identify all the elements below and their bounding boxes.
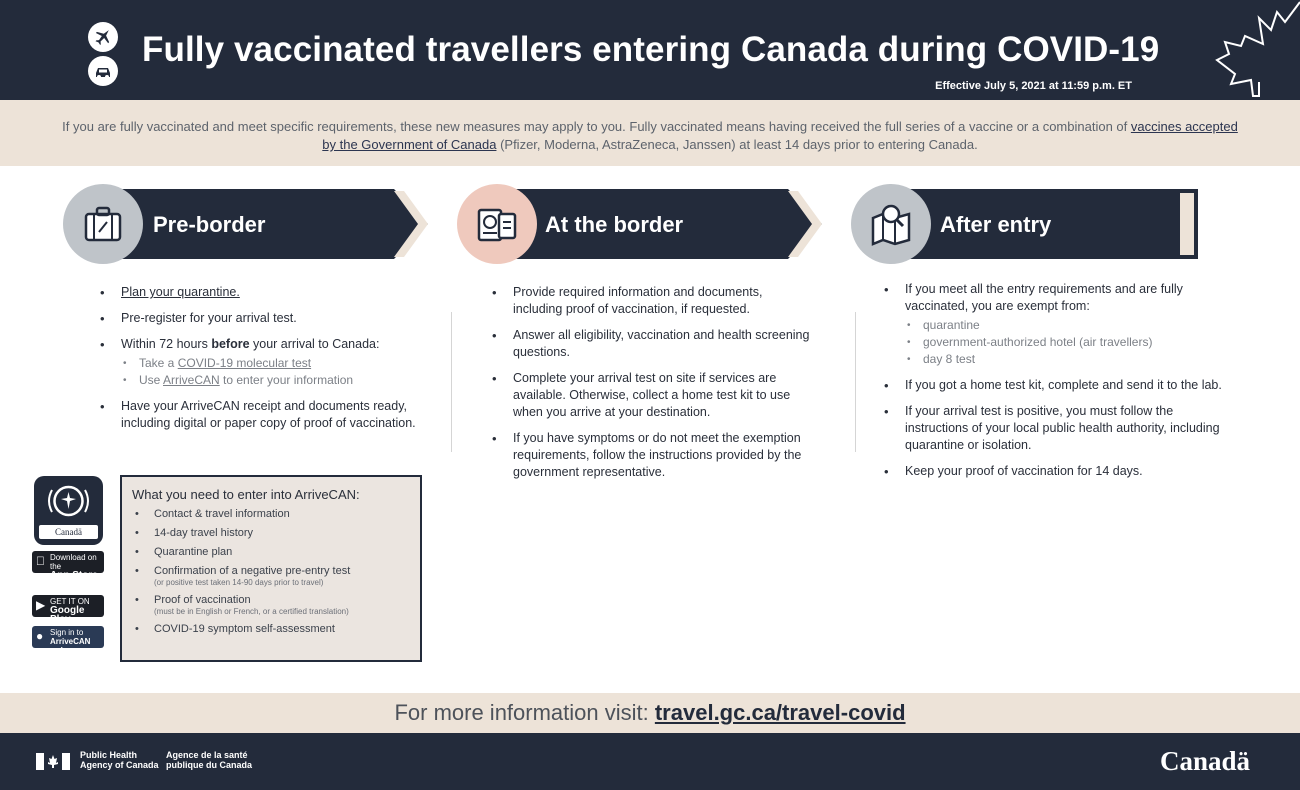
banner-end-bar bbox=[1180, 193, 1194, 255]
sub-item-text: to enter your information bbox=[219, 373, 354, 387]
agency-en-line: Public Health bbox=[80, 750, 138, 760]
list-item bbox=[490, 284, 815, 318]
list-item-text: Proof of vaccination bbox=[154, 594, 251, 606]
covid-test-link[interactable]: COVID-19 molecular test bbox=[177, 356, 312, 370]
apple-icon bbox=[36, 555, 48, 568]
sub-list-item bbox=[121, 372, 428, 389]
list-item-text: If you meet all the entry requirements and are fully vaccinated, you are exempt from: bbox=[905, 282, 1183, 313]
sub-list bbox=[905, 317, 1227, 368]
list-item-note: (or positive test taken 14-90 days prior to travel) bbox=[154, 578, 324, 587]
arrivecan-info-box bbox=[120, 475, 422, 662]
more-info-label: For more information visit: bbox=[394, 700, 655, 725]
list-item-text: Provide required information and documents, including proof of vaccination, if requested. bbox=[513, 285, 763, 316]
list-item-text: 14-day travel history bbox=[154, 527, 254, 539]
after-entry-list bbox=[882, 281, 1227, 489]
app-icon-label: Canadä bbox=[39, 525, 98, 539]
web-icon: ● bbox=[36, 629, 44, 643]
list-item-text: Answer all eligibility, vaccination and health screening questions. bbox=[513, 328, 810, 359]
list-item-text: Have your ArriveCAN receipt and documents ready, including digital or paper copy of proof of vaccination. bbox=[121, 399, 416, 430]
sign-in-small: Sign in to bbox=[50, 628, 84, 637]
list-item bbox=[98, 398, 428, 432]
agency-fr-line: publique du Canada bbox=[166, 760, 253, 770]
list-item bbox=[882, 377, 1227, 394]
arrivecan-logo-icon bbox=[34, 476, 103, 526]
bold-text: before bbox=[211, 337, 250, 351]
list-item bbox=[98, 284, 428, 301]
map-search-icon bbox=[867, 200, 915, 248]
agency-fr-line: Agence de la santé bbox=[166, 750, 248, 760]
list-item bbox=[98, 310, 428, 327]
list-item bbox=[98, 336, 428, 389]
page-title: Fully vaccinated travellers entering Canada during COVID-19 bbox=[142, 30, 1160, 69]
header-icons bbox=[88, 22, 120, 86]
car-icon bbox=[88, 56, 118, 86]
plane-icon bbox=[88, 22, 118, 52]
footer bbox=[0, 733, 1300, 790]
sub-list-item bbox=[121, 355, 428, 372]
list-item-text: your arrival to Canada: bbox=[249, 337, 380, 351]
sub-item-text: Take a bbox=[139, 356, 178, 370]
app-store-small: Download on the bbox=[50, 553, 97, 571]
maple-leaf-icon bbox=[1205, 0, 1300, 100]
sub-item-text: Use bbox=[139, 373, 164, 387]
list-item-text: Keep your proof of vaccination for 14 days. bbox=[905, 464, 1143, 478]
list-item bbox=[882, 403, 1227, 454]
after-entry-circle bbox=[851, 184, 931, 264]
pre-border-circle bbox=[63, 184, 143, 264]
google-play-button[interactable] bbox=[32, 595, 104, 625]
more-info-text bbox=[0, 700, 1300, 726]
sub-list bbox=[121, 355, 428, 389]
app-store-big: App Store bbox=[50, 570, 98, 581]
arrivecan-app-icon[interactable] bbox=[34, 476, 103, 545]
vaccines-accepted-link[interactable]: vaccines accepted by the Government of Canada bbox=[322, 119, 1238, 152]
list-item-text: Quarantine plan bbox=[154, 546, 233, 558]
list-item-text: If your arrival test is positive, you must follow the instructions of your local public health authority, including quarantine or isolation. bbox=[905, 404, 1220, 452]
agency-en-line: Agency of Canada bbox=[80, 760, 159, 770]
list-item bbox=[132, 546, 417, 559]
list-item-text: Within 72 hours bbox=[121, 337, 212, 351]
at-border-title: At the border bbox=[545, 212, 684, 237]
list-item-text: Confirmation of a negative pre-entry test bbox=[154, 565, 351, 577]
list-item-text: COVID-19 symptom self-assessment bbox=[154, 623, 335, 635]
intro-text-part2: (Pfizer, Moderna, AstraZeneca, Janssen) at least 14 days prior to entering Canada. bbox=[496, 137, 978, 152]
suitcase-icon bbox=[79, 200, 127, 248]
chevron-right-icon bbox=[784, 189, 824, 259]
pre-border-title: Pre-border bbox=[153, 212, 266, 237]
intro-text bbox=[60, 118, 1240, 154]
list-item-text: Complete your arrival test on site if services are available. Otherwise, collect a home test kit to use when you arrive at your destination. bbox=[513, 371, 791, 419]
column-divider bbox=[451, 312, 452, 452]
chevron-right-icon bbox=[390, 189, 430, 259]
intro-text-part1: If you are fully vaccinated and meet specific requirements, these new measures may apply to you. Fully vaccinated means having received the full series of a vaccine or a combination of bbox=[62, 119, 1131, 134]
sub-list-item: • quarantine bbox=[905, 317, 1227, 334]
play-icon: ▶ bbox=[36, 598, 46, 612]
at-border-circle bbox=[457, 184, 537, 264]
sign-in-big: ArriveCAN web bbox=[50, 637, 91, 655]
list-item-text: Pre-register for your arrival test. bbox=[121, 311, 297, 325]
app-store-button[interactable] bbox=[32, 551, 104, 581]
list-item bbox=[132, 508, 417, 521]
effective-date: Effective July 5, 2021 at 11:59 p.m. ET bbox=[935, 80, 1132, 92]
list-item bbox=[132, 527, 417, 540]
list-item-note: (must be in English or French, or a certified translation) bbox=[154, 607, 349, 616]
list-item bbox=[490, 370, 815, 421]
arrivecan-list bbox=[132, 508, 417, 642]
list-item bbox=[132, 565, 417, 588]
sub-list-item: • government-authorized hotel (air travellers) bbox=[905, 334, 1227, 351]
pre-border-list bbox=[98, 284, 428, 441]
header-banner bbox=[0, 0, 1300, 100]
plan-quarantine-link[interactable]: Plan your quarantine. bbox=[121, 285, 240, 299]
list-item bbox=[882, 281, 1227, 368]
canada-wordmark: Canadä bbox=[1160, 746, 1251, 776]
list-item bbox=[132, 623, 417, 636]
at-border-list bbox=[490, 284, 815, 490]
list-item-text: Contact & travel information bbox=[154, 508, 290, 520]
travel-covid-link[interactable]: travel.gc.ca/travel-covid bbox=[654, 700, 906, 725]
arrivecan-link[interactable]: ArriveCAN bbox=[163, 373, 220, 387]
google-play-small: GET IT ON bbox=[50, 597, 90, 606]
after-entry-title: After entry bbox=[940, 212, 1052, 237]
list-item bbox=[132, 594, 417, 617]
list-item bbox=[490, 327, 815, 361]
intro-banner bbox=[0, 100, 1300, 166]
arrivecan-box-title: What you need to enter into ArriveCAN: bbox=[132, 487, 360, 502]
column-divider bbox=[855, 312, 856, 452]
canada-flag-icon bbox=[36, 753, 70, 770]
agency-name-en bbox=[80, 750, 159, 770]
arrivecan-web-button[interactable] bbox=[32, 626, 104, 655]
agency-name-fr bbox=[166, 750, 252, 770]
list-item-text: If you have symptoms or do not meet the exemption requirements, follow the instructions provided by the government representative. bbox=[513, 431, 802, 479]
more-info-banner bbox=[0, 693, 1300, 733]
list-item bbox=[490, 430, 815, 481]
list-item bbox=[882, 463, 1227, 480]
sub-list-item: • day 8 test bbox=[905, 351, 1227, 368]
google-play-big: Google Play bbox=[50, 605, 85, 625]
list-item-text: If you got a home test kit, complete and send it to the lab. bbox=[905, 378, 1222, 392]
passport-icon bbox=[473, 200, 521, 248]
